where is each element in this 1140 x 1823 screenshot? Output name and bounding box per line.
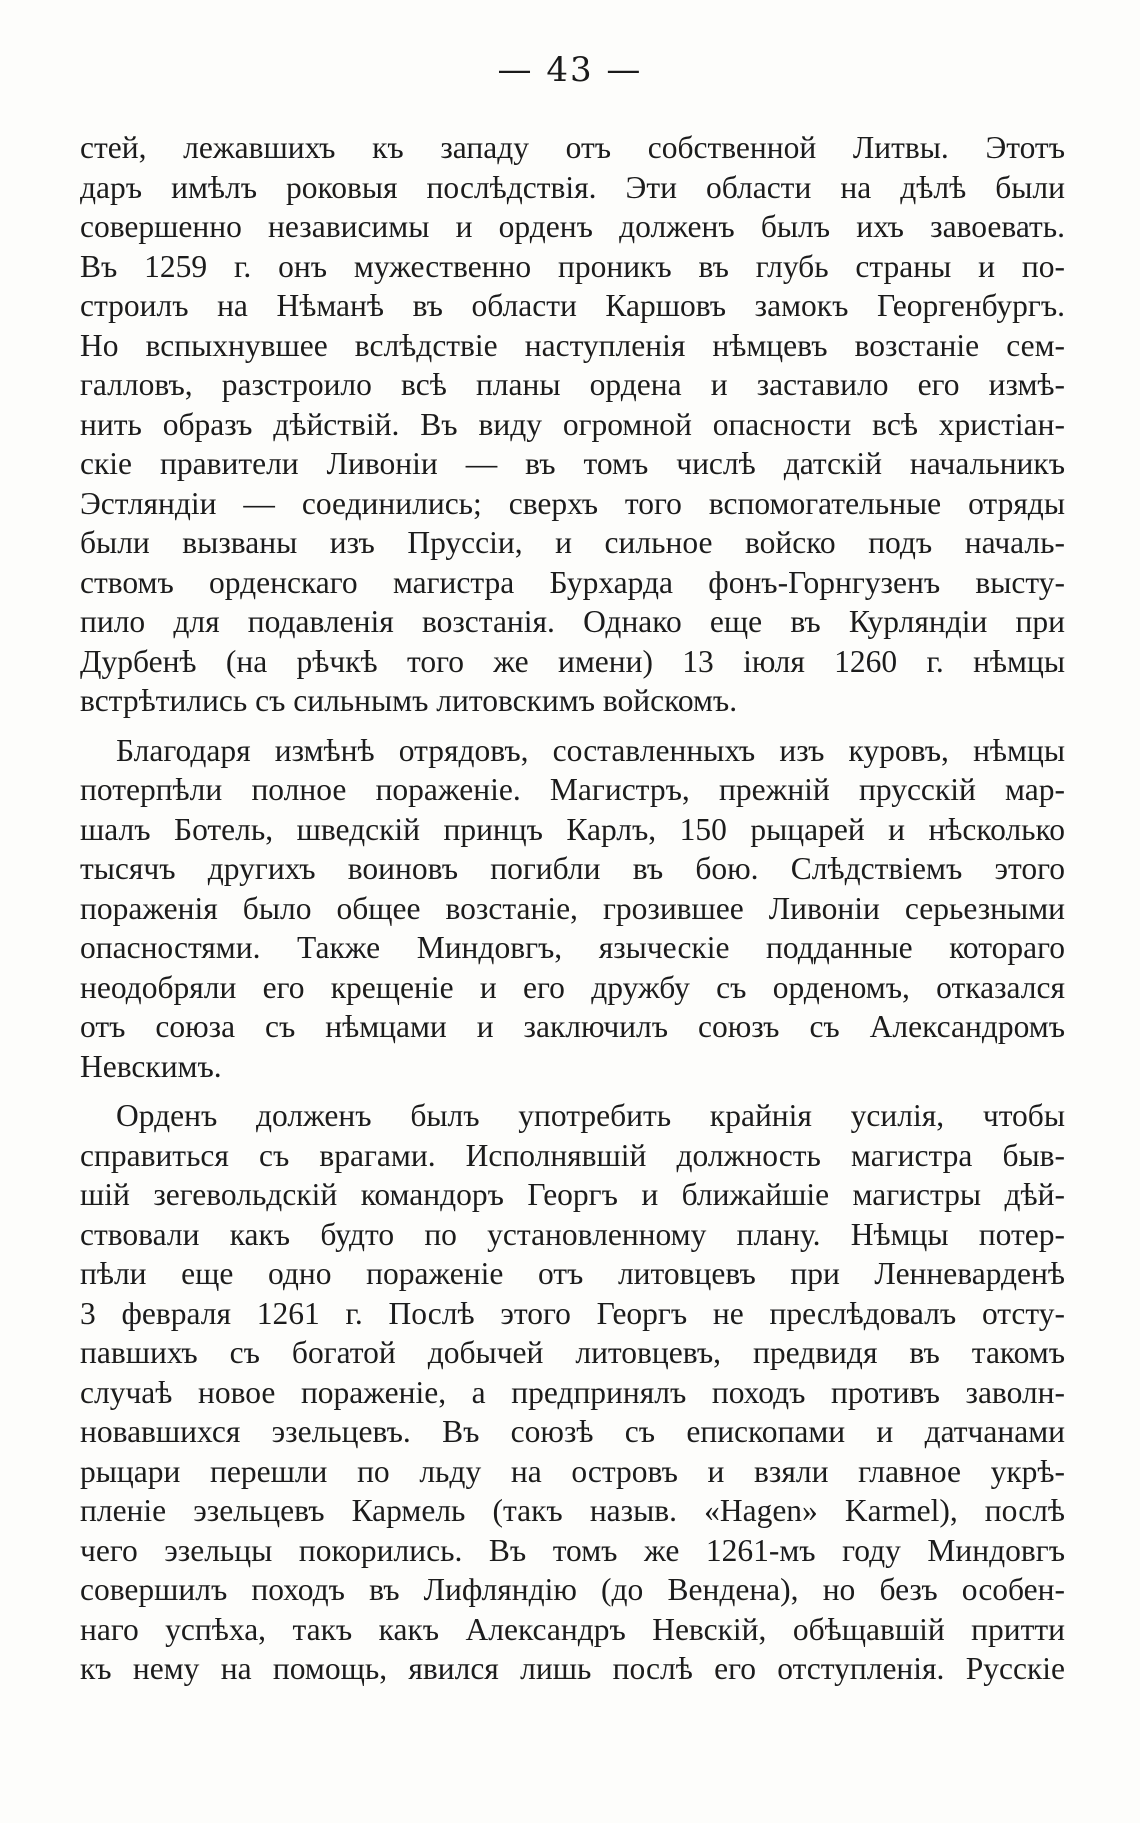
text-line: даръ имѣлъ роковыя послѣдствія. Эти области на дѣлѣ были — [80, 169, 1065, 205]
paragraph-2 — [80, 731, 1065, 1087]
text-line: Эстляндіи — соединились; сверхъ того вспомогательные отряды — [80, 485, 1065, 521]
text-line: скіе правители Ливоніи — въ томъ числѣ датскій начальникъ — [80, 446, 1065, 481]
text-line: Орденъ долженъ былъ употребить крайнія усилія, чтобы — [116, 1098, 1065, 1133]
text-line: были вызваны изъ Пруссіи, и сильное войско подъ началь- — [80, 525, 1065, 560]
text-line: наго успѣха, такъ какъ Александръ Невскій, обѣщавшій притти — [80, 1611, 1065, 1647]
text-line: потерпѣли полное пораженіе. Магистръ, прежній прусскій мар- — [80, 772, 1065, 807]
text-line: встрѣтились съ сильнымъ литовскимъ войскомъ. — [80, 683, 738, 718]
text-line: пило для подавленія возстанія. Однако еще въ Курляндіи при — [80, 604, 1065, 639]
text-line: ствомъ орденскаго магистра Бурхарда фонъ-Горнгузенъ высту- — [80, 564, 1065, 600]
paragraph-1 — [80, 128, 1065, 721]
text-line: нить образъ дѣйствій. Въ виду огромной опасности всѣ христіан- — [80, 406, 1065, 442]
text-line: Дурбенѣ (на рѣчкѣ того же имени) 13 іюля 1260 г. нѣмцы — [80, 643, 1065, 679]
text-line: совершенно независимы и орденъ долженъ былъ ихъ завоевать. — [80, 209, 1065, 244]
text-line: случаѣ новое пораженіе, а предпринялъ походъ противъ заволн- — [80, 1374, 1065, 1410]
text-line: Благодаря измѣнѣ отрядовъ, составленныхъ изъ куровъ, нѣмцы — [116, 732, 1065, 768]
paragraph-3 — [80, 1096, 1065, 1689]
text-line: пѣли еще одно пораженіе отъ литовцевъ при Ленневарденѣ — [80, 1256, 1065, 1291]
text-line: строилъ на Нѣманѣ въ области Каршовъ замокъ Георгенбургъ. — [80, 288, 1065, 323]
text-line: шій зегевольдскій командоръ Георгъ и ближайшіе магистры дѣй- — [80, 1177, 1065, 1212]
text-line: Въ 1259 г. онъ мужественно проникъ въ глубь страны и по- — [80, 248, 1065, 284]
page-number: — 43 — — [497, 50, 643, 90]
text-line: Невскимъ. — [80, 1048, 222, 1084]
text-line: пленіе эзельцевъ Кармель (такъ назыв. «Hagen» Karmel), послѣ — [80, 1493, 1065, 1528]
text-line: отъ союза съ нѣмцами и заключилъ союзъ съ Александромъ — [80, 1009, 1065, 1044]
text-line: галловъ, разстроило всѣ планы ордена и заставило его измѣ- — [80, 367, 1065, 402]
text-line: тысячъ другихъ воиновъ погибли въ бою. Слѣдствіемъ этого — [80, 851, 1065, 886]
text-line: чего эзельцы покорились. Въ томъ же 1261-мъ году Миндовгъ — [80, 1532, 1065, 1568]
text-line: опасностями. Также Миндовгъ, языческіе подданные котораго — [80, 930, 1065, 965]
text-line: ствовали какъ будто по установленному плану. Нѣмцы потер- — [80, 1216, 1065, 1252]
body-text — [80, 128, 1065, 1699]
text-line: къ нему на помощь, явился лишь послѣ его отступленія. Русскіе — [80, 1651, 1065, 1686]
text-line: справиться съ врагами. Исполнявшій должность магистра быв- — [80, 1137, 1065, 1173]
text-line: рыцари перешли по льду на островъ и взяли главное укрѣ- — [80, 1453, 1065, 1489]
text-line: новавшихся эзельцевъ. Въ союзѣ съ епископами и датчанами — [80, 1414, 1065, 1449]
text-line: стей, лежавшихъ къ западу отъ собственной Литвы. Этотъ — [80, 130, 1065, 165]
text-line: Но вспыхнувшее вслѣдствіе наступленія нѣмцевъ возстаніе сем- — [80, 327, 1065, 363]
text-line: совершилъ походъ въ Лифляндію (до Вендена), но безъ особен- — [80, 1572, 1065, 1607]
text-line: павшихъ съ богатой добычей литовцевъ, предвидя въ такомъ — [80, 1335, 1065, 1370]
text-line: пораженія было общее возстаніе, грозившее Ливоніи серьезными — [80, 890, 1065, 926]
text-line: 3 февраля 1261 г. Послѣ этого Георгъ не преслѣдовалъ отсту- — [80, 1295, 1065, 1331]
text-line: шалъ Ботель, шведскій принцъ Карлъ, 150 рыцарей и нѣсколько — [80, 811, 1065, 847]
text-line: неодобряли его крещеніе и его дружбу съ орденомъ, отказался — [80, 969, 1065, 1005]
